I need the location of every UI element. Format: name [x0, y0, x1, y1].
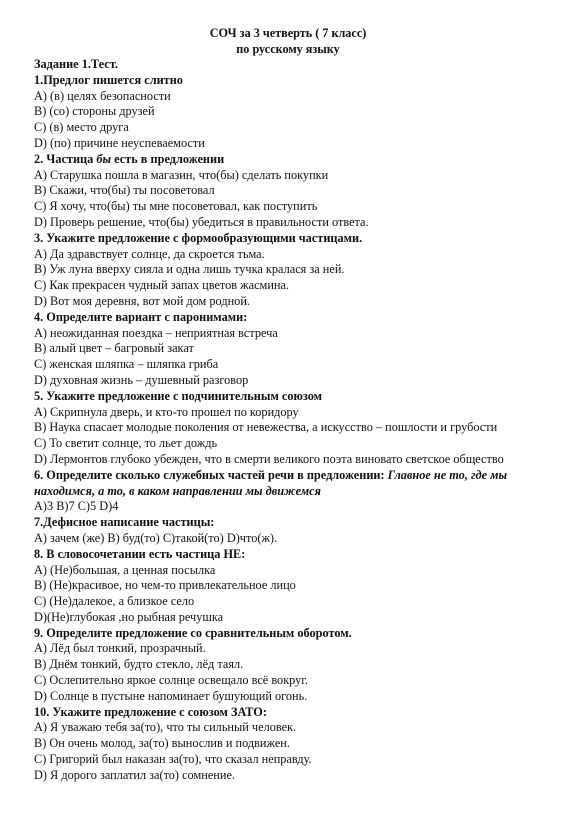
question-2-option-d: D) Проверь решение, что(бы) убедиться в правильности ответа.: [34, 214, 369, 229]
question-2-title-end: есть в предложении: [111, 151, 225, 166]
question-6-quote-end: находимся, а то, в каком направлении мы движемся: [34, 483, 321, 498]
question-3-option-b: В) Уж луна вверху сияла и одна лишь тучка кралася за ней.: [34, 262, 345, 277]
question-1-option-b: В) (со) стороны друзей: [34, 104, 155, 119]
question-4-option-d: D) духовная жизнь – душевный разговор: [34, 372, 249, 387]
question-2-title-start: 2. Частица: [34, 151, 97, 166]
question-2-particle: бы: [96, 151, 112, 166]
page-title: СОЧ за 3 четверть ( 7 класс): [209, 26, 367, 40]
question-2-title: [34, 152, 576, 168]
question-9-title: 9. Определите предложение со сравнительным оборотом.: [34, 625, 352, 640]
test-content: [34, 57, 576, 784]
question-8-title: 8. В словосочетании есть частица НЕ:: [34, 546, 246, 561]
question-8-option-b: В) (Не)красивое, но чем-то привлекательное лицо: [34, 578, 296, 593]
question-2-option-c: С) Я хочу, что(бы) ты мне посоветовал, как поступить: [34, 199, 318, 214]
question-1-option-a: А) (в) целях безопасности: [34, 88, 171, 103]
question-3-option-c: С) Как прекрасен чудный запах цветов жасмина.: [34, 278, 290, 293]
question-9-option-a: А) Лёд был тонкий, прозрачный.: [34, 641, 206, 656]
question-1-option-d: D) (по) причине неуспеваемости: [34, 135, 205, 150]
page-subtitle: по русскому языку: [236, 42, 340, 56]
question-4-option-b: В) алый цвет – багровый закат: [34, 341, 194, 356]
question-2-option-a: А) Старушка пошла в магазин, что(бы) сделать покупки: [34, 167, 329, 182]
question-6-quote-start: Главное не то, где мы: [387, 467, 508, 482]
question-8-option-a: А) (Не)большая, а ценная посылка: [34, 562, 216, 577]
question-9-option-c: С) Ослепительно яркое солнце освещало всё вокруг.: [34, 673, 309, 688]
question-4-option-c: С) женская шляпка – шляпка гриба: [34, 357, 219, 372]
question-6-options: А)3 В)7 С)5 D)4: [34, 499, 119, 514]
question-10-option-b: В) Он очень молод, за(то) вынослив и подвижен.: [34, 736, 290, 751]
question-3-option-a: А) Да здравствует солнце, да скроется тьма.: [34, 246, 265, 261]
question-3-title: 3. Укажите предложение с формообразующими частицами.: [34, 230, 363, 245]
question-5-option-c: С) То светит солнце, то льет дождь: [34, 436, 218, 451]
question-10-option-d: D) Я дорого заплатил за(то) сомнение.: [34, 767, 235, 782]
question-6-title: [34, 468, 576, 484]
question-7-options: А) зачем (же) В) буд(то) С)такой(то) D)что(ж).: [34, 530, 278, 545]
question-5-option-d: D) Лермонтов глубоко убежден, что в смерти великого поэта виновато светское общество: [34, 451, 504, 466]
question-9-option-b: В) Днём тонкий, будто стекло, лёд таял.: [34, 657, 244, 672]
question-6-title-text: 6. Определите сколько служебных частей речи в предложении:: [34, 467, 388, 482]
question-5-title: 5. Укажите предложение с подчинительным союзом: [34, 388, 323, 403]
question-8-option-d: D)(Не)глубокая ,но рыбная речушка: [34, 609, 224, 624]
question-8-option-c: С) (Не)далекое, а близкое село: [34, 594, 195, 609]
question-10-option-c: С) Григорий был наказан за(то), что сказал неправду.: [34, 752, 312, 767]
question-7-title: 7.Дефисное написание частицы:: [34, 515, 215, 530]
section-title: Задание 1.Тест.: [34, 57, 118, 71]
question-4-option-a: А) неожиданная поездка – неприятная встреча: [34, 325, 278, 340]
question-5-option-a: А) Скрипнула дверь, и кто-то прошел по коридору: [34, 404, 299, 419]
question-10-title: 10. Укажите предложение с союзом ЗАТО:: [34, 704, 267, 719]
question-5-option-b: В) Наука спасает молодые поколения от невежества, а искусство – пошлости и грубости: [34, 420, 498, 435]
question-4-title: 4. Определите вариант с паронимами:: [34, 309, 248, 324]
question-3-option-d: D) Вот моя деревня, вот мой дом родной.: [34, 293, 250, 308]
question-1-title: 1.Предлог пишется слитно: [34, 72, 183, 87]
question-1-option-c: С) (в) место друга: [34, 120, 129, 135]
question-9-option-d: D) Солнце в пустыне напоминает бушующий огонь.: [34, 688, 308, 703]
question-10-option-a: А) Я уважаю тебя за(то), что ты сильный человек.: [34, 720, 297, 735]
question-2-option-b: В) Скажи, что(бы) ты посоветовал: [34, 183, 215, 198]
